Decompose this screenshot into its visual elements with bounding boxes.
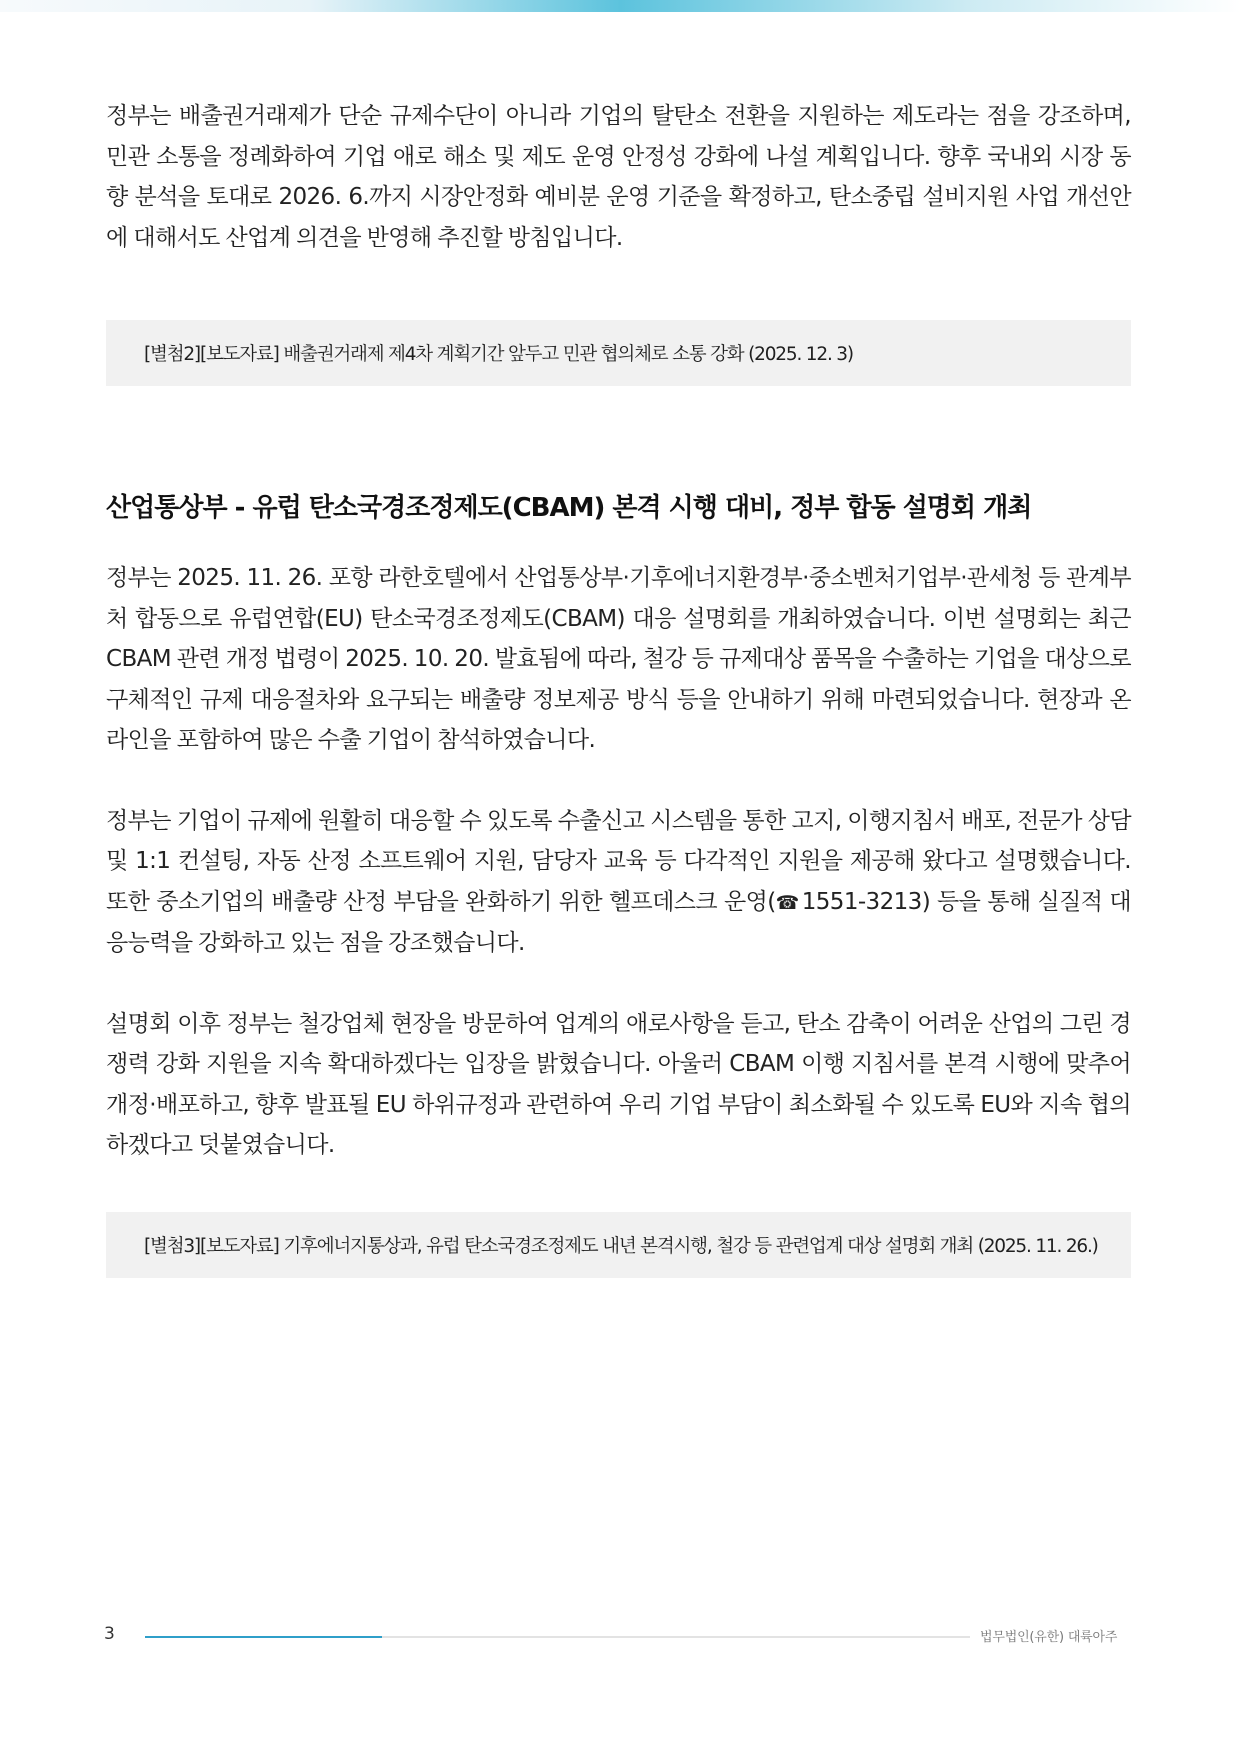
paragraph-emissions-trading: 정부는 배출권거래제가 단순 규제수단이 아니라 기업의 탈탄소 전환을 지원하는 제도라는 점을 강조하며, 민관 소통을 정례화하여 기업 애로 해소 및 제도 운영 안정성 강화에 나설 계획입니다. 향후 국내외 시장 동향 분석을 토대로 2026. 6.까지 시장안정화 예비분 운영 기준을 확정하고, 탄소중립 설비지원 사업 개선안에 대해서도 산업계 의견을 반영해 추진할 방침입니다. xyxy=(106,103,1131,251)
paragraph-support-text-end: ) 등을 통해 실질적 대응능력을 강화하고 있는 점을 강조했습니다. xyxy=(106,888,1131,956)
page-footer xyxy=(0,1620,1241,1650)
helpdesk-phone-number: 1551-3213 xyxy=(801,888,922,915)
paragraph-support-text-start: 정부는 기업이 규제에 원활히 대응할 수 있도록 수출신고 시스템을 통한 고지, 이행지침서 배포, 전문가 상담 및 1:1 컨설팅, 자동 산정 소프트웨어 지원, 담당자 교육 등 다각적인 지원을 제공해 왔다고 설명했습니다. 또한 중소기업의 배출량 산정 부담을 완화하기 위한 헬프데스크 운영( xyxy=(106,807,1131,915)
phone-icon: ☎ xyxy=(775,891,799,914)
paragraph-cbam-briefing: 정부는 2025. 11. 26. 포항 라한호텔에서 산업통상부·기후에너지환경부·중소벤처기업부·관세청 등 관계부처 합동으로 유럽연합(EU) 탄소국경조정제도(CBAM) 대응 설명회를 개최하였습니다. 이번 설명회는 최근 CBAM 관련 개정 법령이 2025. 10. 20. 발효됨에 따라, 철강 등 규제대상 품목을 수출하는 기업을 대상으로 구체적인 규제 대응절차와 요구되는 배출량 정보제공 방식 등을 안내하기 위해 마련되었습니다. 현장과 온라인을 포함하여 많은 수출 기업이 참석하였습니다. xyxy=(106,565,1131,753)
reference-text-attachment-3: [별첨3][보도자료] 기후에너지통상과, 유럽 탄소국경조정제도 내년 본격시행, 철강 등 관련업계 대상 설명회 개최 (2025. 11. 26.) xyxy=(144,1235,1098,1257)
footer-divider-accent xyxy=(145,1636,382,1638)
paragraph-cbam-support xyxy=(106,801,1131,964)
reference-box-attachment-2 xyxy=(106,320,1131,386)
page-content xyxy=(106,96,1131,1278)
paragraph-cbam-followup: 설명회 이후 정부는 철강업체 현장을 방문하여 업계의 애로사항을 듣고, 탄소 감축이 어려운 산업의 그린 경쟁력 강화 지원을 지속 확대하겠다는 입장을 밝혔습니다. 아울러 CBAM 이행 지침서를 본격 시행에 맞추어 개정·배포하고, 향후 발표될 EU 하위규정과 관련하여 우리 기업 부담이 최소화될 수 있도록 EU와 지속 협의하겠다고 덧붙였습니다. xyxy=(106,1010,1131,1158)
reference-box-attachment-3 xyxy=(106,1212,1131,1278)
reference-text-attachment-2: [별첨2][보도자료] 배출권거래제 제4차 계획기간 앞두고 민관 협의체로 소통 강화 (2025. 12. 3) xyxy=(144,344,853,365)
top-gradient-bar xyxy=(0,0,1241,12)
page-number: 3 xyxy=(104,1624,115,1644)
section-title-cbam: 산업통상부 - 유럽 탄소국경조정제도(CBAM) 본격 시행 대비, 정부 합동 설명회 개최 xyxy=(106,493,1032,523)
firm-name: 법무법인(유한) 대륙아주 xyxy=(980,1630,1118,1645)
footer-divider xyxy=(145,1636,970,1638)
